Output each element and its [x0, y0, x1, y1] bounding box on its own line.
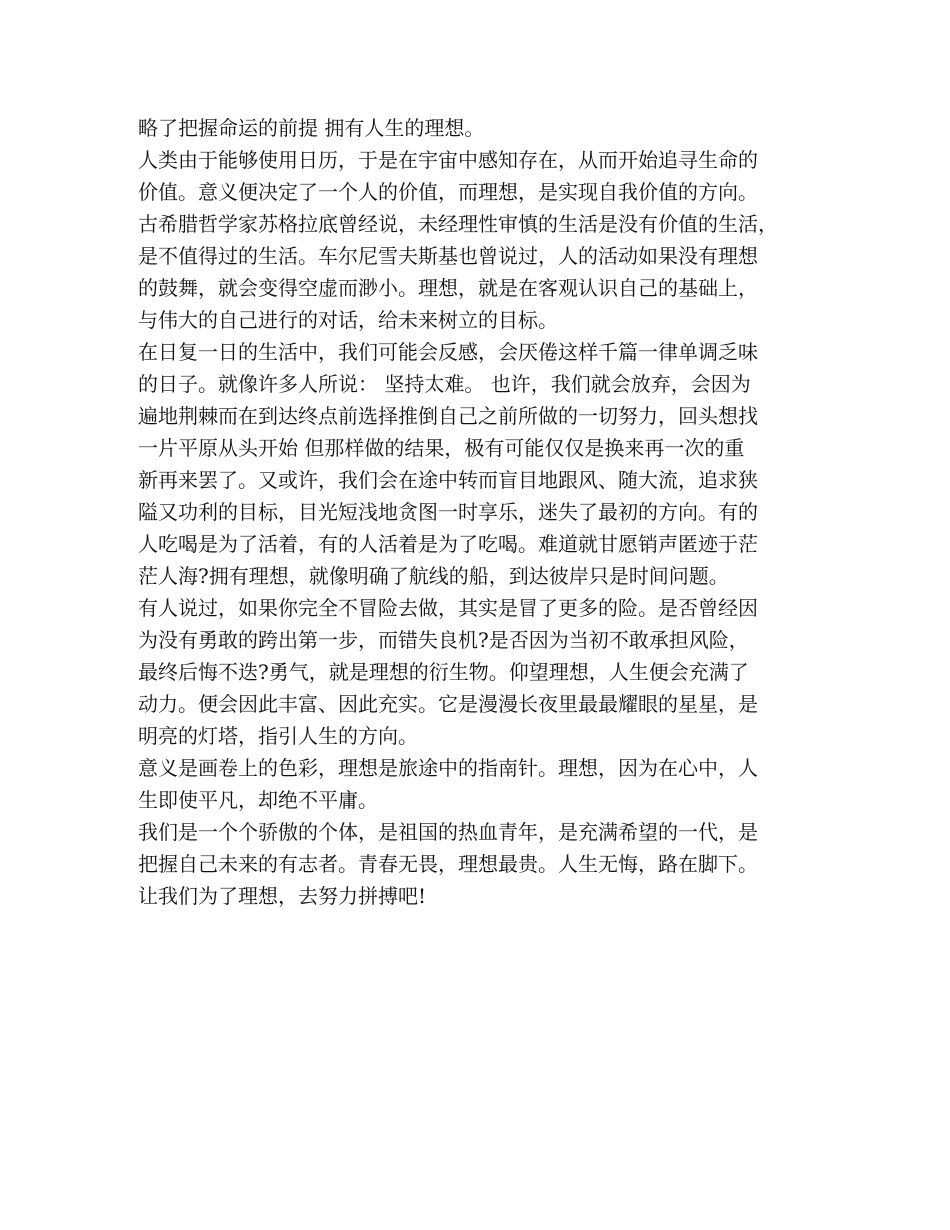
text-line: 古希腊哲学家苏格拉底曾经说，未经理性审慎的生活是没有价值的生活， [138, 212, 778, 236]
text-line: 茫人海?拥有理想，就像明确了航线的船，到达彼岸只是时间问题。 [138, 564, 729, 588]
text-line: 动力。便会因此丰富、因此充实。它是漫漫长夜里最最耀眼的星星，是 [138, 692, 758, 716]
text-line: 最终后悔不迭?勇气，就是理想的衍生物。仰望理想，人生便会充满了 [138, 660, 749, 684]
text-line: 明亮的灯塔，指引人生的方向。 [138, 724, 418, 748]
text-line: 生即使平凡，却绝不平庸。 [138, 788, 378, 812]
text-line: 人吃喝是为了活着，有的人活着是为了吃喝。难道就甘愿销声匿迹于茫 [138, 532, 758, 556]
text-line: 让我们为了理想，去努力拼搏吧! [138, 884, 427, 908]
text-line: 的日子。就像许多人所说： 坚持太难。 也许，我们就会放弃，会因为 [138, 372, 751, 396]
text-line: 意义是画卷上的色彩，理想是旅途中的指南针。理想，因为在心中，人 [138, 756, 758, 780]
text-line: 新再来罢了。又或许，我们会在途中转而盲目地跟风、随大流，追求狭 [138, 468, 758, 492]
text-line: 把握自己未来的有志者。青春无畏，理想最贵。人生无悔，路在脚下。 [138, 852, 758, 876]
text-line: 与伟大的自己进行的对话，给未来树立的目标。 [138, 308, 558, 332]
text-line: 略了把握命运的前提 拥有人生的理想。 [138, 116, 485, 140]
text-line: 价值。意义便决定了一个人的价值，而理想，是实现自我价值的方向。 [138, 180, 758, 204]
text-line: 为没有勇敢的跨出第一步，而错失良机?是否因为当初不敢承担风险， [138, 628, 749, 652]
text-line: 隘又功利的目标，目光短浅地贪图一时享乐，迷失了最初的方向。有的 [138, 500, 758, 524]
text-line: 在日复一日的生活中，我们可能会反感，会厌倦这样千篇一律单调乏味 [138, 340, 758, 364]
text-line: 是不值得过的生活。车尔尼雪夫斯基也曾说过，人的活动如果没有理想 [138, 244, 758, 268]
text-line: 遍地荆棘而在到达终点前选择推倒自己之前所做的一切努力，回头想找 [138, 404, 758, 428]
text-line: 人类由于能够使用日历，于是在宇宙中感知存在，从而开始追寻生命的 [138, 148, 758, 172]
text-line: 我们是一个个骄傲的个体，是祖国的热血青年，是充满希望的一代，是 [138, 820, 758, 844]
text-line: 的鼓舞，就会变得空虚而渺小。理想，就是在客观认识自己的基础上， [138, 276, 758, 300]
essay-body [138, 112, 828, 912]
text-line: 一片平原从头开始 但那样做的结果，极有可能仅仅是换来再一次的重 [138, 436, 745, 460]
text-line: 有人说过，如果你完全不冒险去做，其实是冒了更多的险。是否曾经因 [138, 596, 758, 620]
